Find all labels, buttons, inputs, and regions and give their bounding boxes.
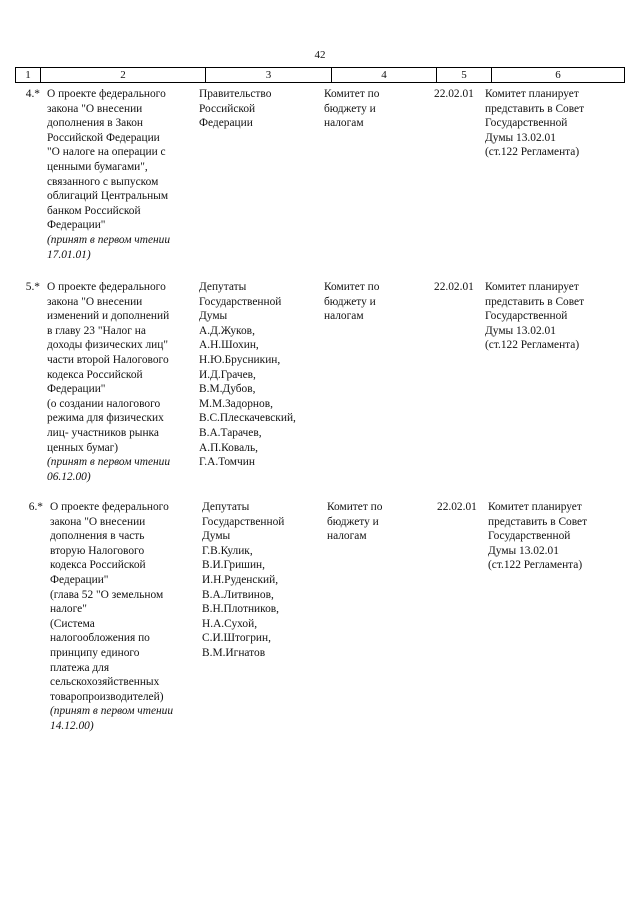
- row-subject-line: Российской Федерации: [47, 131, 160, 144]
- page-number: 42: [314, 49, 326, 61]
- row-subject: [50, 500, 173, 734]
- row-initiator-line: В.А.Тарачев,: [199, 426, 262, 439]
- reading-note-line: 14.12.00): [50, 719, 94, 732]
- row-subject: [47, 280, 170, 484]
- row-number: 4.*: [25, 88, 40, 100]
- row-subject-line: кодекса Российской: [50, 559, 146, 572]
- row-initiator-line: А.П.Коваль,: [199, 441, 258, 454]
- row-initiator-line: Г.А.Томчин: [199, 456, 255, 469]
- row-initiator-line: А.Д.Жуков,: [199, 324, 255, 337]
- row-remark-line: Государственной: [488, 530, 571, 543]
- row-subject-line: налоге": [50, 603, 87, 616]
- row-remark-line: представить в Совет: [485, 102, 585, 115]
- header-col-1: 1: [16, 68, 41, 82]
- row-initiator-line: В.М.Игнатов: [202, 646, 266, 659]
- row-committee-line: бюджету и: [324, 102, 376, 115]
- row-initiator-line: Государственной: [199, 295, 282, 308]
- row-subject-line: платежа для: [50, 661, 110, 674]
- row-initiator-line: Г.В.Кулик,: [202, 544, 253, 557]
- row-subject-line: закона "О внесении: [47, 102, 143, 115]
- header-col-2: 2: [41, 68, 206, 82]
- row-subject-line: закона "О внесении: [50, 515, 146, 528]
- row-remark-line: Государственной: [485, 310, 568, 323]
- row-date: 22.02.01: [437, 501, 477, 513]
- row-committee-line: налогам: [327, 530, 367, 543]
- row-subject-line: О проекте федерального: [50, 501, 169, 513]
- row-remark: [485, 280, 584, 353]
- row-initiator-line: И.Н.Руденский,: [202, 573, 279, 586]
- row-initiator-line: А.Н.Шохин,: [199, 339, 259, 352]
- row-subject-line: связанного с выпуском: [47, 175, 159, 188]
- row-initiator-line: Федерации: [199, 117, 253, 130]
- row-committee-line: налогам: [324, 310, 364, 323]
- table-header: [15, 67, 625, 83]
- row-committee-line: Комитет по: [324, 88, 380, 100]
- row-subject-line: Федерации": [47, 219, 106, 232]
- row-remark: [488, 500, 587, 573]
- row-remark-line: Думы 13.02.01: [485, 131, 556, 144]
- row-initiator-line: Думы: [202, 530, 231, 543]
- row-subject-line: банком Российской: [47, 204, 141, 217]
- row-initiator-line: В.А.Литвинов,: [202, 588, 274, 601]
- row-subject-line: (о создании налогового: [47, 397, 161, 410]
- row-remark-line: представить в Совет: [485, 295, 585, 308]
- row-remark-line: (ст.122 Регламента): [485, 146, 580, 159]
- row-subject-line: кодекса Российской: [47, 368, 143, 381]
- row-number: 6.*: [28, 501, 43, 513]
- row-subject-line: О проекте федерального: [47, 88, 166, 100]
- row-subject-line: ценными бумагами",: [47, 160, 148, 173]
- row-initiator-line: Н.А.Сухой,: [202, 617, 258, 630]
- row-remark-line: Государственной: [485, 117, 568, 130]
- row-committee: [327, 500, 382, 544]
- row-remark-line: Думы 13.02.01: [488, 544, 559, 557]
- row-subject-line: режима для физических: [47, 412, 164, 425]
- row-committee-line: бюджету и: [327, 515, 379, 528]
- row-initiator: [202, 500, 284, 661]
- row-subject-line: части второй Налогового: [47, 353, 169, 366]
- row-initiator-line: Российской: [199, 102, 256, 115]
- row-committee-line: Комитет по: [327, 501, 383, 513]
- row-subject-line: "О налоге на операции с: [47, 146, 166, 159]
- row-subject: [47, 87, 170, 262]
- reading-note-line: (принят в первом чтении: [47, 456, 171, 469]
- row-initiator-line: Правительство: [199, 88, 272, 100]
- row-committee-line: налогам: [324, 117, 364, 130]
- row-subject-line: облигаций Центральным: [47, 190, 169, 203]
- row-subject-line: товаропроизводителей): [50, 690, 164, 703]
- row-initiator-line: И.Д.Грачев,: [199, 368, 256, 381]
- reading-note-line: (принят в первом чтении: [47, 233, 171, 246]
- row-number: 5.*: [25, 281, 40, 293]
- reading-note-line: 17.01.01): [47, 248, 91, 261]
- row-remark: [485, 87, 584, 160]
- row-initiator: [199, 280, 296, 470]
- row-initiator-line: В.И.Гришин,: [202, 559, 265, 572]
- row-subject-line: дополнения в часть: [50, 530, 145, 543]
- header-col-5: 5: [437, 68, 492, 82]
- row-remark-line: (ст.122 Регламента): [485, 339, 580, 352]
- row-subject-line: изменений и дополнений: [47, 310, 170, 323]
- row-initiator-line: В.М.Дубов,: [199, 383, 256, 396]
- header-col-4: 4: [332, 68, 437, 82]
- row-remark-line: (ст.122 Регламента): [488, 559, 583, 572]
- row-subject-line: ценных бумаг): [47, 441, 119, 454]
- row-subject-line: вторую Налогового: [50, 544, 145, 557]
- header-col-3: 3: [206, 68, 332, 82]
- row-date: 22.02.01: [434, 88, 474, 100]
- row-initiator-line: В.С.Плескачевский,: [199, 412, 296, 425]
- row-subject-line: сельскохозяйственных: [50, 676, 160, 689]
- row-subject-line: Федерации": [50, 573, 109, 586]
- row-committee-line: бюджету и: [324, 295, 376, 308]
- row-subject-line: принципу единого: [50, 646, 140, 659]
- row-initiator-line: Думы: [199, 310, 228, 323]
- row-initiator-line: Н.Ю.Брусникин,: [199, 353, 281, 366]
- row-remark-line: Комитет планирует: [488, 501, 582, 513]
- row-committee: [324, 87, 379, 131]
- row-remark-line: Думы 13.02.01: [485, 324, 556, 337]
- row-subject-line: лиц- участников рынка: [47, 426, 159, 439]
- row-subject-line: Федерации": [47, 383, 106, 396]
- row-subject-line: закона "О внесении: [47, 295, 143, 308]
- row-initiator-line: Государственной: [202, 515, 285, 528]
- row-initiator-line: Депутаты: [199, 281, 247, 293]
- row-subject-line: налогообложения по: [50, 632, 150, 645]
- row-committee-line: Комитет по: [324, 281, 380, 293]
- row-remark-line: представить в Совет: [488, 515, 588, 528]
- row-initiator-line: М.М.Задорнов,: [199, 397, 273, 410]
- row-initiator-line: В.Н.Плотников,: [202, 603, 280, 616]
- row-subject-line: в главу 23 "Налог на: [47, 324, 146, 337]
- row-remark-line: Комитет планирует: [485, 281, 579, 293]
- row-subject-line: О проекте федерального: [47, 281, 166, 293]
- row-date: 22.02.01: [434, 281, 474, 293]
- row-remark-line: Комитет планирует: [485, 88, 579, 100]
- row-initiator: [199, 87, 271, 131]
- reading-note-line: 06.12.00): [47, 470, 91, 483]
- row-subject-line: дополнения в Закон: [47, 117, 143, 130]
- reading-note-line: (принят в первом чтении: [50, 705, 174, 718]
- row-initiator-line: С.И.Штогрин,: [202, 632, 271, 645]
- row-committee: [324, 280, 379, 324]
- row-initiator-line: Депутаты: [202, 501, 250, 513]
- row-subject-line: доходы физических лиц": [47, 339, 169, 352]
- header-col-6: 6: [555, 69, 561, 81]
- row-subject-line: (глава 52 "О земельном: [50, 588, 164, 601]
- row-subject-line: (Система: [50, 617, 95, 630]
